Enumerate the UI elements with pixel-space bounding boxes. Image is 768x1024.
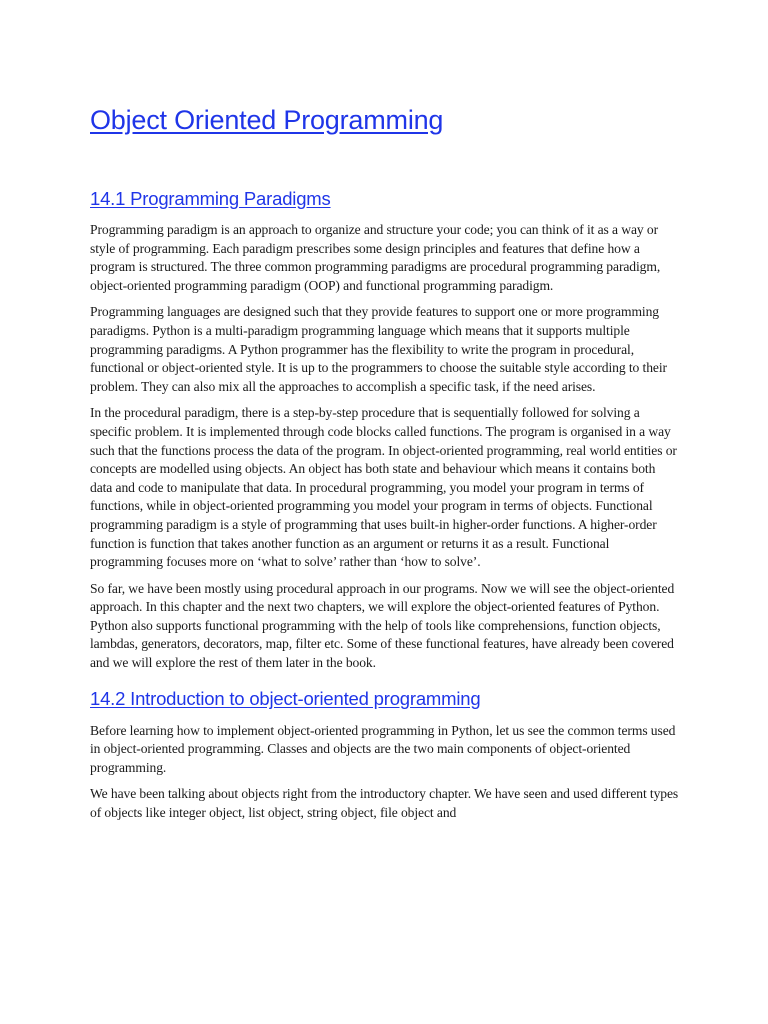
- page-title[interactable]: Object Oriented Programming: [90, 105, 444, 135]
- paragraph: Programming paradigm is an approach to organize and structure your code; you can think of it as a way or style of programming. Each paradigm prescribes some design principles and features that define how a program is structured. The three common programming paradigms are procedural programming paradigm, object-oriented programming paradigm (OOP) and functional programming paradigm.: [90, 222, 661, 293]
- paragraph: So far, we have been mostly using procedural approach in our programs. Now we will see the object-oriented approach. In this chapter and the next two chapters, we will explore the object-oriented features of Python. Python also supports functional programming with the help of tools like comprehensions, function objects, lambdas, generators, decorators, map, filter etc. Some of these functional features, have already been covered and we will explore the rest of them later in the book.: [90, 580, 675, 671]
- paragraph: Before learning how to implement object-oriented programming in Python, let us see the common terms used in object-oriented programming. Classes and objects are the two main components of object-oriented programming.: [90, 722, 676, 775]
- section-programming-paradigms: [90, 186, 680, 673]
- paragraph: Programming languages are designed such that they provide features to support one or more programming paradigms. Python is a multi-paradigm programming language which means that it supports multiple programming paradigms. A Python programmer has the flexibility to write the program in procedural, functional or object-oriented style. It is up to the programmers to choose the suitable style according to their problem. They can also mix all the approaches to accomplish a specific task, if the need arises.: [90, 304, 667, 394]
- section-heading[interactable]: 14.1 Programming Paradigms: [90, 188, 331, 209]
- section-intro-oop: [90, 686, 680, 823]
- section-heading[interactable]: 14.2 Introduction to object-oriented programming: [90, 687, 481, 709]
- document-page: [90, 100, 680, 831]
- paragraph: In the procedural paradigm, there is a step-by-step procedure that is sequentially followed for solving a specific problem. It is implemented through code blocks called functions. The program is organised in a way such that the functions process the data of the program. In object-oriented programming, real world entities or concepts are modelled using objects. An object has both state and behaviour which means it contains both data and code to manipulate that data. In procedural programming, you model your program in terms of functions, while in object-oriented programming you model your program in terms of objects. Functional programming paradigm is a style of programming that uses built-in higher-order functions. A higher-order function is function that takes another function as an argument or returns it as a result. Functional programming focuses more on ‘what to solve’ rather than ‘how to solve’.: [90, 405, 677, 570]
- paragraph: We have been talking about objects right from the introductory chapter. We have seen and used different types of objects like integer object, list object, string object, file object and: [90, 786, 679, 821]
